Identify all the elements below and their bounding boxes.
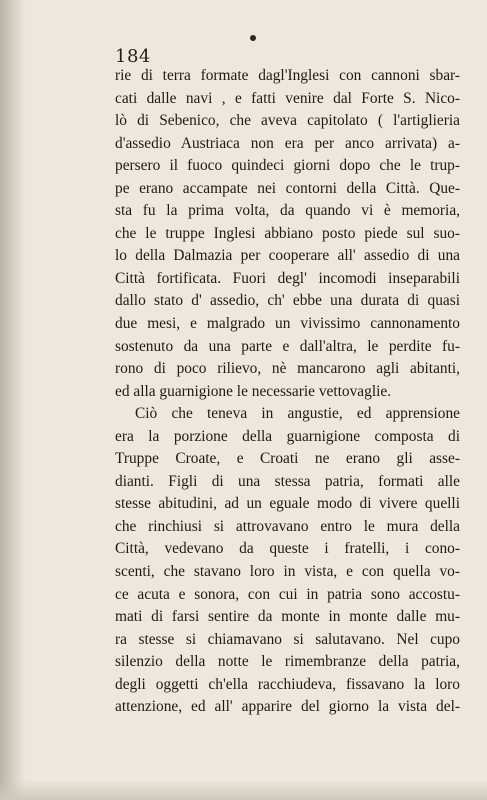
- text-line: Truppe Croate, e Croati ne erano gli asse-: [115, 450, 460, 468]
- page-gutter-shadow: [0, 0, 26, 800]
- text-line: persero il fuoco quindeci giorni dopo che le trup-: [115, 157, 460, 175]
- text-line: rono di poco rilievo, nè mancarono agli abitanti,: [115, 360, 460, 378]
- text-line: dianti. Figli di una stessa patria, formati alle: [115, 472, 460, 490]
- text-line: d'assedio Austriaca non era per anco arrivata) a-: [115, 134, 460, 152]
- text-line: era la porzione della guarnigione composta di: [115, 427, 460, 445]
- text-line: degli oggetti ch'ella racchiudeva, fissavano la loro: [115, 675, 460, 693]
- text-line: mati di farsi sentire da monte in monte dalle mu-: [115, 608, 460, 626]
- text-line: Città, vedevano da queste i fratelli, i cono-: [115, 540, 460, 558]
- text-line: ed alla guarnigione le necessarie vettovaglie.: [115, 382, 392, 400]
- text-line: lò di Sebenico, che aveva capitolato ( l'artiglieria: [115, 112, 460, 130]
- text-line: attenzione, ed all' apparire del giorno la vista del-: [115, 698, 460, 716]
- page-bottom-shadow: [0, 780, 487, 800]
- text-line: lo della Dalmazia per cooperare all' assedio di una: [115, 247, 460, 265]
- text-line: ra stesse si chiamavano si salutavano. Nel cupo: [115, 630, 460, 648]
- text-line: ce acuta e sonora, con cui in patria sono accostu-: [115, 585, 460, 603]
- text-line: due mesi, e malgrado un vivissimo cannonamento: [115, 315, 460, 333]
- text-line: che rinchiusi si attrovavano entro le mura della: [115, 517, 460, 535]
- text-line: Città fortificata. Fuori degl' incomodi inseparabili: [115, 269, 460, 287]
- text-line: rie di terra formate dagl'Inglesi con cannoni sbar-: [115, 67, 460, 84]
- text-line: Ciò che teneva in angustie, ed apprensione: [135, 405, 460, 423]
- text-line: sostenuto da una parte e dall'altra, le perdite fu-: [115, 337, 460, 355]
- text-line: silenzio della notte le rimembranze della patria,: [115, 653, 460, 671]
- page-number: 184: [115, 46, 151, 67]
- text-line: cati dalle navi , e fatti venire dal Forte S. Nico-: [115, 89, 460, 107]
- text-line: scenti, che stavano loro in vista, e con quella vo-: [115, 563, 460, 581]
- body-text: [115, 65, 460, 719]
- text-line: che le truppe Inglesi abbiano posto piede sul suo-: [115, 224, 460, 242]
- binding-hole-mark: [250, 35, 256, 41]
- text-line: sta fu la prima volta, da quando vi è memoria,: [115, 202, 460, 220]
- text-line: pe erano accampate nei contorni della Città. Que-: [115, 179, 460, 197]
- text-line: stesse abitudini, ad un eguale modo di vivere quelli: [115, 495, 460, 513]
- text-line: dallo stato d' assedio, ch' ebbe una durata di quasi: [115, 292, 460, 310]
